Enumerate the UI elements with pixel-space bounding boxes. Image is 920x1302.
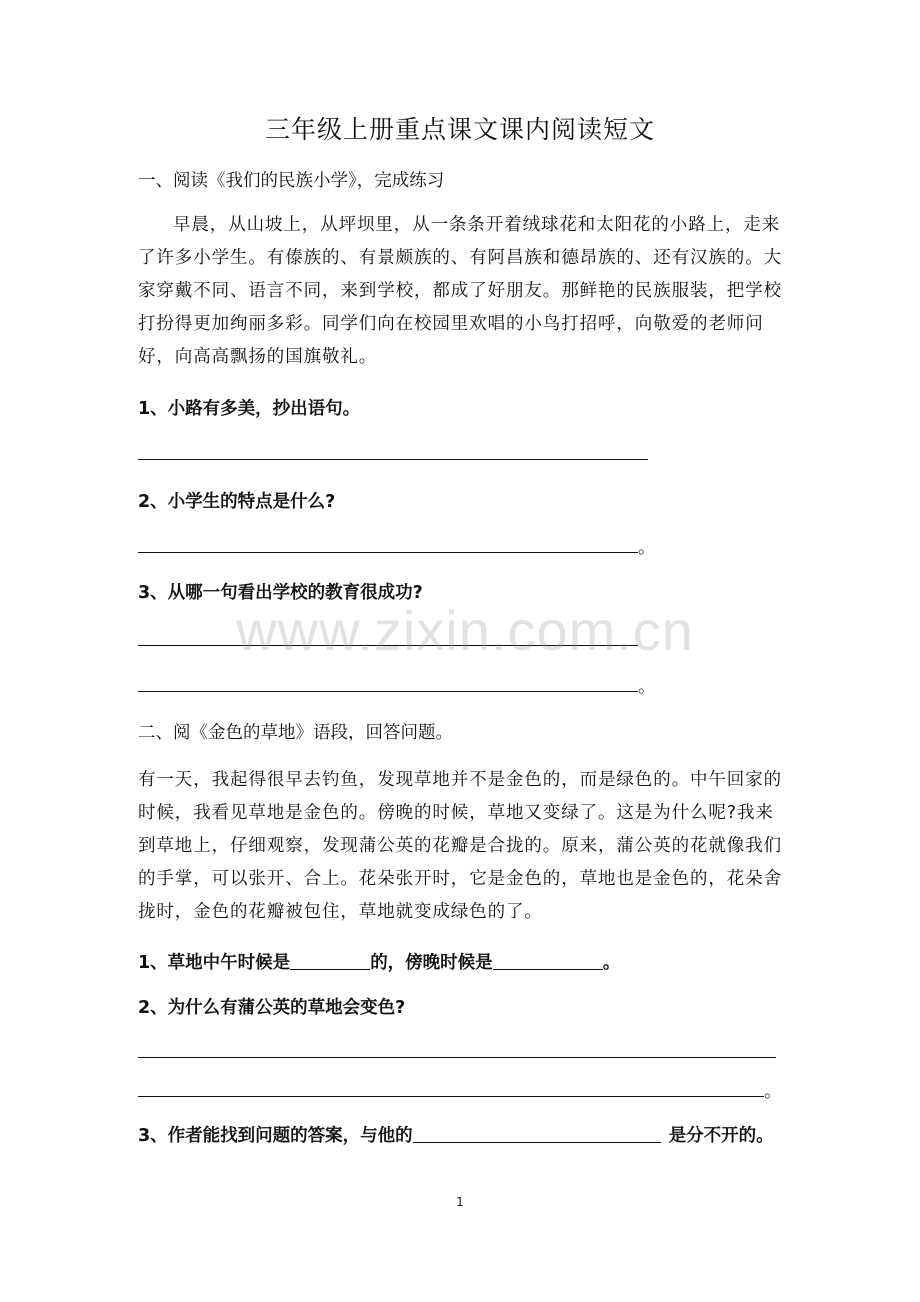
document-title: 三年级上册重点课文课内阅读短文: [264, 115, 655, 144]
section1-answer-line-1: [138, 441, 648, 467]
end-mark: 。: [764, 1082, 782, 1102]
section2-heading: 二、阅《金色的草地》语段，回答问题。: [138, 723, 453, 743]
section2-answer-line-2a: [138, 1039, 776, 1065]
end-mark: 。: [638, 677, 656, 697]
answer-blank: [138, 627, 638, 646]
section1-answer-line-2: [138, 534, 656, 560]
fill-blank-noon: [290, 949, 370, 970]
section1-answer-line-3b: [138, 673, 656, 699]
section1-passage: 早晨，从山坡上，从坪坝里，从一条条开着绒球花和太阳花的小路上，走来了许多小学生。有傣族的、有景颇族的、有阿昌族和德昂族的、还有汉族的。大家穿戴不同、语言不同，来到学校，都成了好朋友。那鲜艳的民族服装，把学校打扮得更加绚丽多彩。同学们向在校园里欢唱的小鸟打招呼，向敬爱的老师问好，向高高飘扬的国旗敬礼。: [138, 215, 782, 367]
answer-blank: [138, 1039, 776, 1058]
answer-blank: [138, 534, 638, 553]
section2-passage: 有一天，我起得很早去钓鱼，发现草地并不是金色的，而是绿色的。中午回家的时候，我看见草地是金色的。傍晚的时候，草地又变绿了。这是为什么呢?我来到草地上，仔细观察，发现蒲公英的花瓣是合拢的。原来，蒲公英的花就像我们的手掌，可以张开、合上。花朵张开时，它是金色的，草地也是金色的，花朵舍拢时，金色的花瓣被包住，草地就变成绿色的了。: [138, 770, 782, 922]
section2-question-1: 1、草地中午时候是 的，傍晚时候是 。: [138, 949, 788, 976]
section1-question-3: 3、从哪一句看出学校的教育很成功?: [138, 583, 423, 603]
section2-question-3: 3、作者能找到问题的答案，与他的 是分不开的。: [138, 1122, 788, 1149]
watermark: www.zixin.com.cn: [236, 599, 694, 662]
answer-blank: [138, 1078, 764, 1097]
section1-question-1: 1、小路有多美，抄出语句。: [138, 399, 361, 419]
fill-blank-evening: [493, 949, 603, 970]
answer-blank: [138, 673, 638, 692]
section1-question-2: 2、小学生的特点是什么?: [138, 492, 336, 512]
fill-blank-answer: [413, 1122, 661, 1143]
section2-answer-line-2b: [138, 1078, 782, 1104]
section1-heading: 一、阅读《我们的民族小学》，完成练习: [138, 171, 445, 191]
page-number: 1: [456, 1195, 464, 1209]
answer-blank: [138, 441, 648, 460]
section1-answer-line-3a: [138, 627, 638, 653]
end-mark: 。: [638, 538, 656, 558]
section2-question-2: 2、为什么有蒲公英的草地会变色?: [138, 998, 406, 1018]
